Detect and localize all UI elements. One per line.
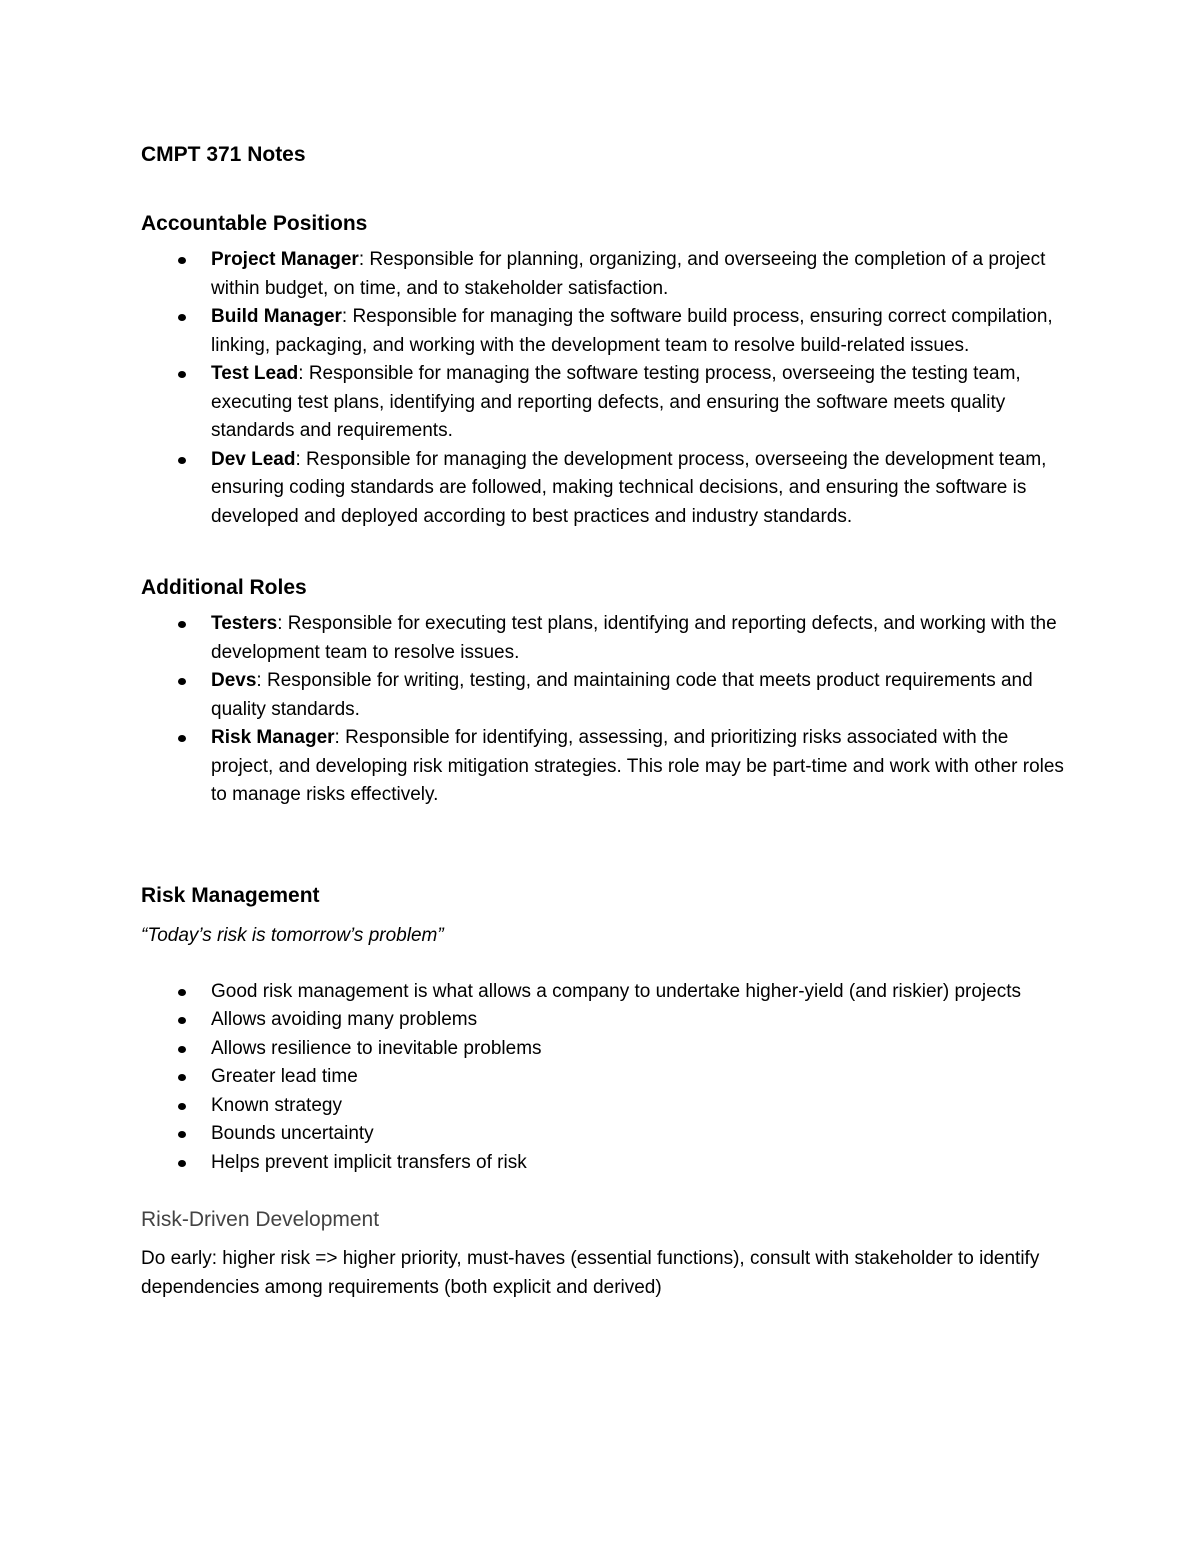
role-term: Dev Lead [211, 448, 296, 470]
role-description: : Responsible for executing test plans, identifying and reporting defects, and working with the development team to resolve issues. [211, 613, 1057, 663]
role-term: Devs [211, 670, 257, 691]
list-item [211, 246, 1071, 303]
role-description: : Responsible for planning, organizing, and overseeing the completion of a project within budget, on time, and to stakeholder satisfaction. [211, 249, 1046, 299]
list-item-text: Allows resilience to inevitable problems [211, 1037, 542, 1059]
role-term: Project Manager [211, 249, 359, 270]
document-page [141, 138, 1071, 1302]
list-item [211, 1092, 1071, 1121]
list-item [211, 667, 1071, 724]
heading-accountable-positions: Accountable Positions [141, 212, 368, 235]
list-item [211, 724, 1071, 810]
accountable-positions-list [141, 246, 1071, 531]
bullet-icon [178, 735, 186, 742]
role-term: Test Lead [211, 363, 299, 384]
list-item-text: Helps prevent implicit transfers of risk [211, 1151, 527, 1173]
list-item-text: Allows avoiding many problems [211, 1009, 478, 1030]
bullet-icon [178, 1074, 186, 1081]
list-item [211, 303, 1071, 360]
list-item [211, 978, 1071, 1007]
bullet-icon [178, 314, 186, 321]
bullet-icon [178, 1131, 186, 1138]
heading-additional-roles: Additional Roles [141, 576, 307, 599]
risk-management-list [141, 978, 1071, 1178]
additional-roles-list [141, 610, 1071, 810]
subheading-risk-driven-development: Risk-Driven Development [141, 1208, 380, 1231]
role-description: : Responsible for managing the software testing process, overseeing the testing team, executing test plans, identifying and reporting defects, and ensuring the software meets quality standards and requirements. [211, 363, 1021, 441]
list-item-text: Bounds uncertainty [211, 1123, 374, 1144]
list-item [211, 1063, 1071, 1092]
bullet-icon [178, 1046, 186, 1053]
list-item [211, 1035, 1071, 1064]
list-item-text: Known strategy [211, 1094, 342, 1116]
role-term: Risk Manager [211, 727, 335, 748]
heading-risk-management: Risk Management [141, 883, 320, 907]
role-description: : Responsible for managing the development process, overseeing the development team, ensuring coding standards are followed, making technical decisions, and ensuring the software is developed and deployed according to best practices and industry standards. [211, 448, 1047, 527]
bullet-icon [178, 1017, 186, 1024]
bullet-icon [178, 257, 186, 264]
risk-driven-paragraph: Do early: higher risk => higher priority, must-haves (essential functions), consult with stakeholder to identify dependencies among requirements (both explicit and derived) [141, 1248, 1040, 1298]
risk-quote: “Today’s risk is tomorrow’s problem” [141, 924, 444, 946]
list-item [211, 1149, 1071, 1178]
list-item [211, 610, 1071, 667]
list-item [211, 1120, 1071, 1149]
bullet-icon [178, 371, 186, 378]
bullet-icon [178, 989, 186, 996]
role-term: Build Manager [211, 306, 342, 327]
bullet-icon [178, 457, 186, 464]
bullet-icon [178, 678, 186, 685]
document-title: CMPT 371 Notes [141, 143, 306, 166]
list-item-text: Greater lead time [211, 1066, 358, 1087]
list-item-text: Good risk management is what allows a company to undertake higher-yield (and riskier) projects [211, 980, 1021, 1002]
role-description: : Responsible for writing, testing, and maintaining code that meets product requirements and quality standards. [211, 670, 1033, 720]
role-term: Testers [211, 613, 278, 634]
list-item [211, 446, 1071, 532]
role-description: : Responsible for identifying, assessing, and prioritizing risks associated with the project, and developing risk mitigation strategies. This role may be part-time and work with other roles to manage risks effectively. [211, 727, 1064, 805]
role-description: : Responsible for managing the software build process, ensuring correct compilation, linking, packaging, and working with the development team to resolve build-related issues. [211, 306, 1053, 356]
bullet-icon [178, 1103, 186, 1110]
list-item [211, 360, 1071, 446]
bullet-icon [178, 1160, 186, 1167]
bullet-icon [178, 621, 186, 628]
list-item [211, 1006, 1071, 1035]
